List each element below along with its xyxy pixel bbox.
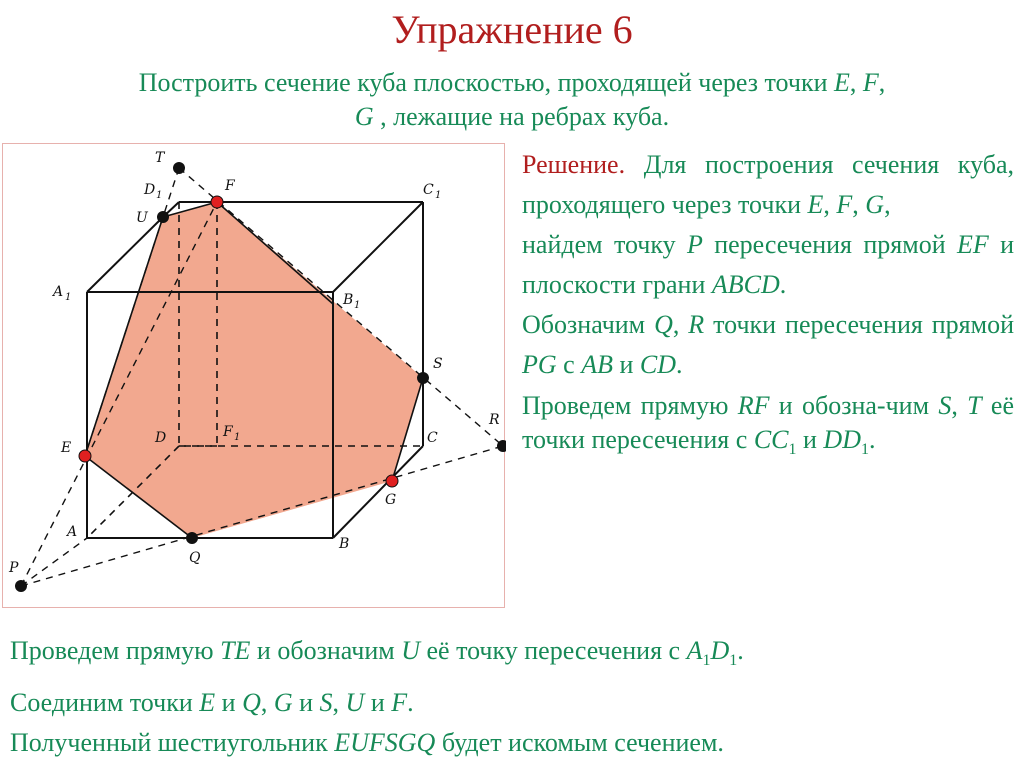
label-E: E [61,440,72,456]
point-T [173,162,185,174]
solution-heading: Решение. [522,150,626,179]
label-B1: B [343,292,354,308]
point-G [386,475,398,487]
task-statement [24,66,1000,134]
label-U: U [136,210,148,226]
bottom-line-1: Проведем прямую TE и обозначим U её точку пересечения с $A_1D_1$. [10,636,744,670]
label-A: A [67,524,78,540]
label-B1-sub: 1 [354,300,361,311]
label-F: F [225,178,235,194]
task-line-2: G , лежащие на ребрах куба. [354,102,670,131]
point-F [211,196,223,208]
solution-paragraph-1: Решение. Для построения сечения куба, проходящего через точки E, F, G, [522,150,1014,219]
label-C: C [427,430,438,446]
label-P: P [9,560,19,576]
point-E [79,450,91,462]
solution-text [522,145,1014,467]
solution-paragraph-2: найдем точку P пересечения прямой EF и плоскости грани ABCD. [522,230,1014,299]
solution-paragraph-3: Обозначим Q, R точки пересечения прямой PG с AB и CD. [522,310,1014,379]
point-P [15,580,27,592]
cube-section-figure [2,143,505,608]
point-U [157,211,169,223]
solution-paragraph-4: Проведем прямую RF и обозна-чим S, T её точки пересечения с $CC_1$ и $DD_1$. [522,391,1015,459]
bottom-line-2: Соединим точки E и Q, G и S, U и F. [10,688,414,717]
point-S [417,372,429,384]
label-S: S [433,356,443,372]
label-C1: C [423,182,434,198]
label-F1-sub: 1 [234,432,241,443]
label-A1: A [53,284,64,300]
label-C1-sub: 1 [435,190,442,201]
label-D1: D [144,182,156,198]
label-D: D [155,430,167,446]
label-G: G [385,492,397,508]
label-F1: F [223,424,233,440]
label-Q: Q [189,550,201,566]
cube-diagram [3,144,506,609]
point-Q [186,532,198,544]
label-B: B [339,536,350,552]
label-T: T [155,150,165,166]
bottom-line-3: Полученный шестиугольник EUFSGQ будет искомым сечением. [10,728,724,757]
label-R: R [489,412,500,428]
label-D1-sub: 1 [156,190,163,201]
slide-title: Упражнение 6 [391,7,633,52]
task-line-1: Построить сечение куба плоскостью, проходящей через точки E, F, [138,68,886,97]
label-A1-sub: 1 [65,292,72,303]
